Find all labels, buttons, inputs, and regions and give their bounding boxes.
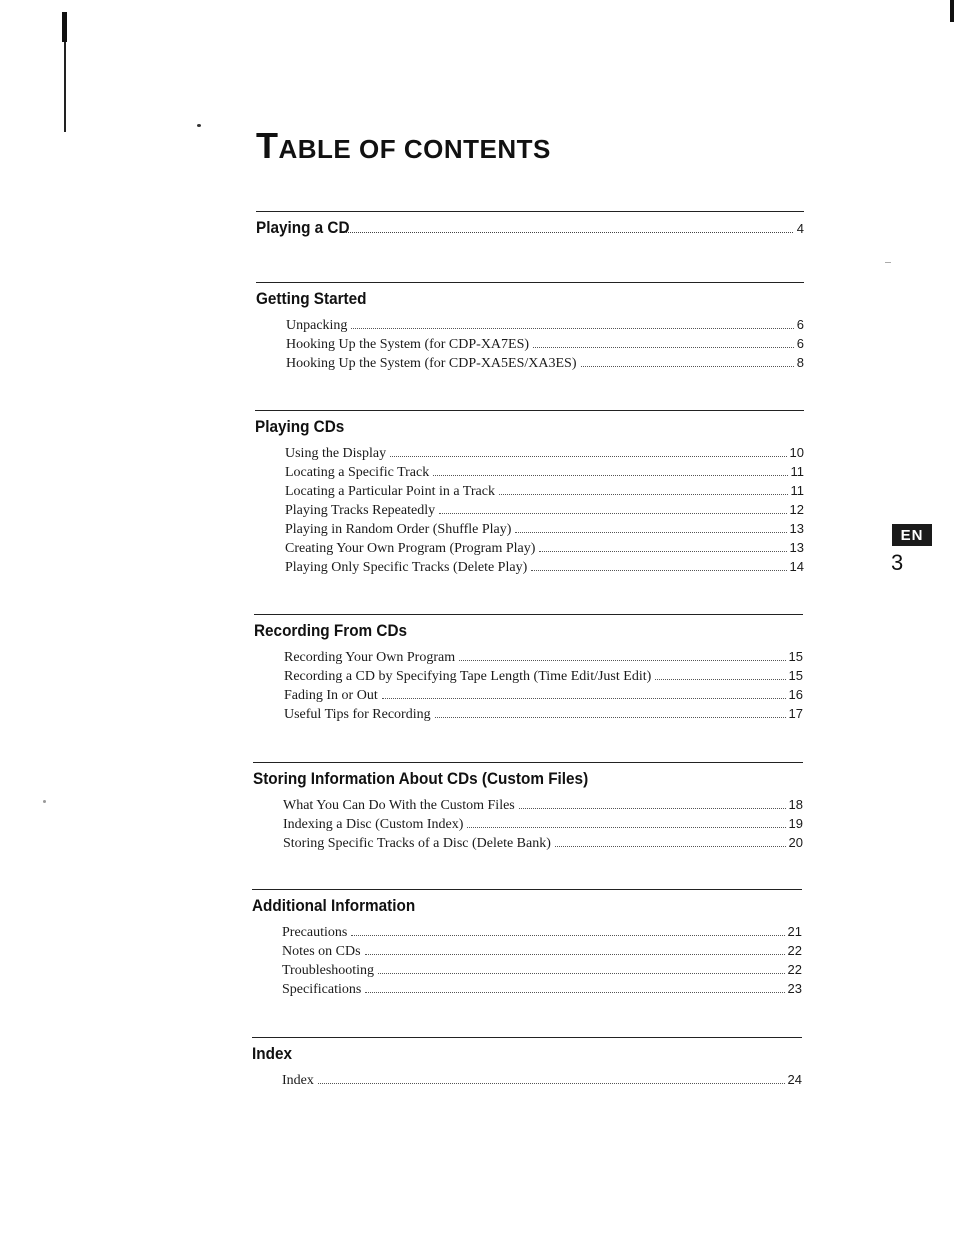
page-number: 21 — [787, 924, 802, 939]
entry-label: Playing Tracks Repeatedly — [285, 503, 436, 518]
dot-leader — [318, 1083, 785, 1084]
page-number: 6 — [796, 317, 804, 332]
entry-label: Using the Display — [285, 446, 387, 461]
dot-leader — [515, 532, 786, 533]
dot-leader — [467, 827, 785, 828]
scan-right-edge-mark — [950, 0, 954, 22]
toc-entry[interactable] — [286, 315, 804, 334]
toc-entry-list — [252, 922, 802, 998]
toc-entry[interactable] — [285, 557, 804, 576]
dot-leader — [378, 973, 784, 974]
page-number: 20 — [788, 835, 803, 850]
toc-entry[interactable] — [282, 941, 802, 960]
page-number: 19 — [788, 816, 803, 831]
toc-section-playing-cds — [255, 410, 804, 576]
toc-entry-list — [256, 315, 804, 372]
entry-label: What You Can Do With the Custom Files — [283, 798, 515, 813]
entry-label: Indexing a Disc (Custom Index) — [283, 817, 464, 832]
entry-label: Playing in Random Order (Shuffle Play) — [285, 522, 512, 537]
page-title-rest: ABLE OF CONTENTS — [278, 134, 551, 164]
dot-leader — [390, 456, 786, 457]
dot-leader — [365, 992, 784, 993]
dot-leader — [365, 954, 785, 955]
dot-leader — [539, 551, 786, 552]
entry-label: Specifications — [282, 982, 362, 997]
dot-leader — [351, 935, 784, 936]
toc-entry[interactable] — [285, 538, 804, 557]
toc-section-playing-a-cd — [256, 211, 804, 238]
section-heading: Index — [252, 1044, 292, 1063]
page-number: 4 — [796, 221, 804, 236]
dot-leader — [433, 475, 787, 476]
dot-leader — [581, 366, 794, 367]
page-title-initial: T — [256, 125, 279, 166]
entry-label: Storing Specific Tracks of a Disc (Delete Bank) — [283, 836, 551, 851]
entry-label: Playing Only Specific Tracks (Delete Play) — [285, 560, 528, 575]
toc-entry[interactable] — [283, 814, 803, 833]
toc-entry[interactable] — [285, 519, 804, 538]
section-rule — [253, 762, 803, 763]
toc-entry[interactable] — [284, 647, 803, 666]
language-badge: EN — [892, 524, 932, 546]
dot-leader — [531, 570, 786, 571]
toc-entry[interactable] — [283, 795, 803, 814]
page-title — [256, 125, 551, 166]
entry-label: Creating Your Own Program (Program Play) — [285, 541, 536, 556]
toc-entry[interactable] — [284, 685, 803, 704]
dot-leader — [555, 846, 786, 847]
dot-leader — [519, 808, 786, 809]
section-heading: Playing CDs — [255, 417, 345, 436]
entry-label: Troubleshooting — [282, 963, 375, 978]
toc-entry[interactable] — [283, 833, 803, 852]
page-number: 16 — [788, 687, 803, 702]
page-number: 22 — [787, 962, 802, 977]
page-number-marker: 3 — [891, 550, 904, 575]
page-number: 11 — [790, 483, 804, 498]
entry-label: Notes on CDs — [282, 944, 361, 959]
toc-entry[interactable] — [282, 1070, 802, 1089]
section-heading: Additional Information — [252, 896, 416, 915]
page-number: 14 — [789, 559, 804, 574]
section-rule — [254, 614, 803, 615]
entry-label: Fading In or Out — [284, 688, 378, 703]
toc-entry-list — [253, 795, 803, 852]
page-number: 11 — [790, 464, 804, 479]
page-number: 13 — [789, 521, 804, 536]
toc-entry[interactable] — [284, 666, 803, 685]
toc-heading-row[interactable] — [256, 218, 804, 238]
dot-leader — [351, 328, 793, 329]
entry-label: Precautions — [282, 925, 348, 940]
entry-label: Index — [282, 1073, 314, 1088]
entry-label: Hooking Up the System (for CDP-XA7ES) — [286, 337, 530, 352]
entry-label: Locating a Specific Track — [285, 465, 430, 480]
section-rule — [252, 889, 802, 890]
section-heading: Recording From CDs — [254, 621, 408, 640]
scan-edge-mark-top — [62, 12, 67, 42]
page-number: 24 — [787, 1072, 802, 1087]
page-number: 23 — [787, 981, 802, 996]
toc-section-getting-started — [256, 282, 804, 372]
toc-section-recording-from-cds — [254, 614, 803, 723]
entry-label: Recording Your Own Program — [284, 650, 456, 665]
page-number: 22 — [787, 943, 802, 958]
page-number: 10 — [789, 445, 804, 460]
page-number: 8 — [796, 355, 804, 370]
dot-leader — [435, 717, 786, 718]
toc-entry-list — [254, 647, 803, 723]
dot-leader — [655, 679, 785, 680]
toc-section-index — [252, 1037, 802, 1089]
entry-label: Recording a CD by Specifying Tape Length (Time Edit/Just Edit) — [284, 669, 652, 684]
toc-section-additional-information — [252, 889, 802, 998]
dot-leader — [459, 660, 785, 661]
toc-entry-list — [255, 443, 804, 576]
section-rule — [256, 211, 804, 212]
scan-speck — [43, 800, 46, 803]
page-number: 15 — [788, 668, 803, 683]
scan-speck — [197, 124, 201, 127]
toc-entry-list — [252, 1070, 802, 1089]
toc-entry[interactable] — [285, 462, 804, 481]
scan-speck — [885, 262, 891, 263]
page-number: 18 — [788, 797, 803, 812]
entry-label: Locating a Particular Point in a Track — [285, 484, 495, 499]
dot-leader — [439, 513, 786, 514]
toc-entry[interactable] — [282, 922, 802, 941]
dot-leader — [346, 232, 793, 233]
toc-entry[interactable] — [285, 443, 804, 462]
toc-entry[interactable] — [282, 979, 802, 998]
toc-entry[interactable] — [285, 481, 804, 500]
section-rule — [252, 1037, 802, 1038]
entry-label: Unpacking — [286, 318, 348, 333]
toc-section-custom-files — [253, 762, 803, 852]
section-rule — [255, 410, 804, 411]
section-heading: Getting Started — [256, 289, 367, 308]
dot-leader — [499, 494, 788, 495]
section-heading: Storing Information About CDs (Custom Files) — [253, 769, 589, 788]
toc-entry[interactable] — [286, 353, 804, 372]
page-number: 6 — [796, 336, 804, 351]
toc-entry[interactable] — [286, 334, 804, 353]
section-rule — [256, 282, 804, 283]
toc-entry[interactable] — [284, 704, 803, 723]
toc-entry[interactable] — [282, 960, 802, 979]
entry-label: Useful Tips for Recording — [284, 707, 431, 722]
dot-leader — [382, 698, 786, 699]
page-number: 15 — [788, 649, 803, 664]
toc-entry[interactable] — [285, 500, 804, 519]
section-heading: Playing a CD — [256, 218, 350, 237]
page-number: 17 — [788, 706, 803, 721]
page-number: 12 — [789, 502, 804, 517]
page-number: 13 — [789, 540, 804, 555]
entry-label: Hooking Up the System (for CDP-XA5ES/XA3ES) — [286, 356, 577, 371]
dot-leader — [533, 347, 794, 348]
